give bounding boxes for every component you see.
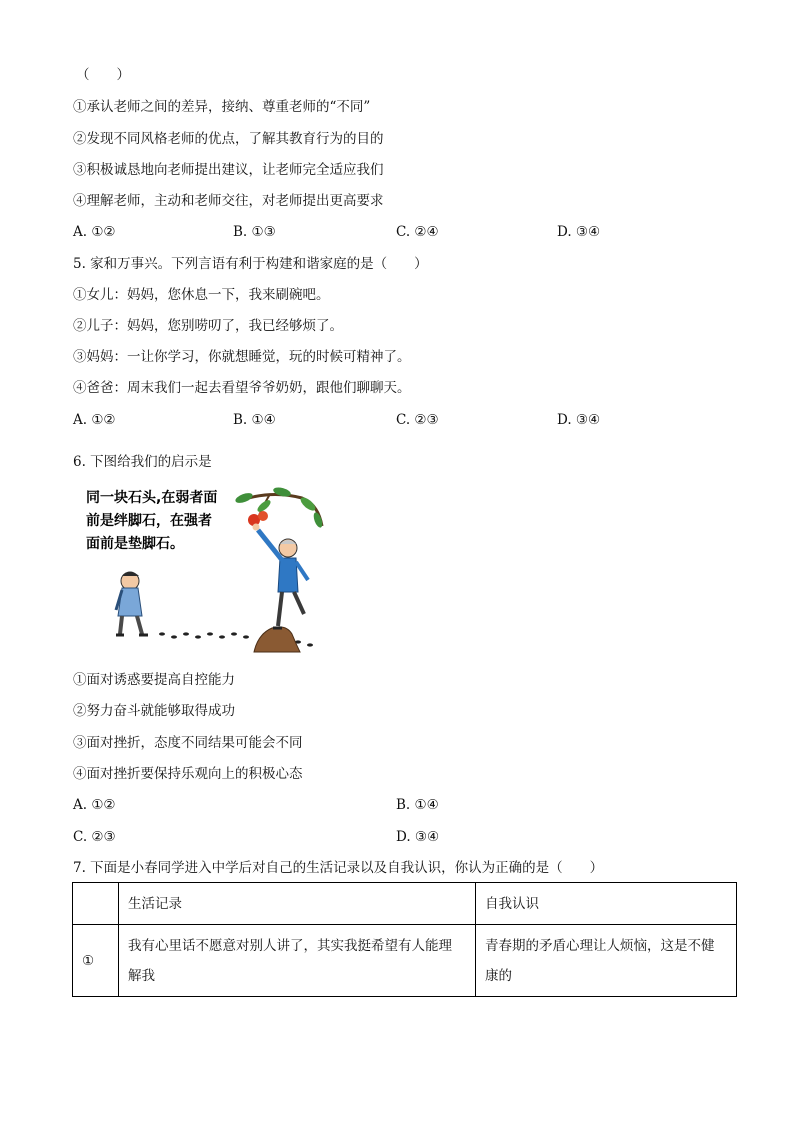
table-header-row: [73, 883, 737, 925]
q4-answer-blank: （ ）: [76, 67, 130, 83]
row-self-recognition-line-2: 康的: [485, 967, 512, 984]
table-row: [73, 925, 737, 997]
row-life-record-line-2: 解我: [128, 967, 155, 984]
q5-option-d[interactable]: D. ③④: [557, 412, 601, 428]
q6-option-c[interactable]: C. ②③: [73, 829, 116, 845]
q6-item-4: ④面对挫折要保持乐观向上的积极心态: [73, 766, 303, 782]
q6-item-3: ③面对挫折，态度不同结果可能会不同: [73, 735, 303, 751]
row-num: ①: [73, 925, 119, 997]
q4-item-2: ②发现不同风格老师的优点，了解其教育行为的目的: [73, 131, 384, 147]
header-num: [73, 883, 119, 925]
row-self-recognition-line-1: 青春期的矛盾心理让人烦恼，这是不健: [485, 937, 715, 954]
q5-item-3: ③妈妈：一让你学习，你就想睡觉，玩的时候可精神了。: [73, 349, 411, 365]
q5-item-1: ①女儿：妈妈，您休息一下，我来刷碗吧。: [73, 287, 330, 303]
weak-person-figure: [116, 572, 148, 635]
row-self-recognition: [476, 925, 737, 997]
row-life-record: [119, 925, 476, 997]
q5-item-2: ②儿子：妈妈，您别唠叨了，我已经够烦了。: [73, 318, 343, 334]
q6-option-a[interactable]: A. ①②: [73, 797, 116, 813]
q4-item-4: ④理解老师，主动和老师交往，对老师提出更高要求: [73, 193, 384, 209]
header-life-record: 生活记录: [119, 883, 476, 925]
q4-option-a[interactable]: A. ①②: [73, 224, 116, 240]
q7-stem: 7. 下面是小春同学进入中学后对自己的生活记录以及自我认识，你认为正确的是（ ）: [73, 860, 604, 876]
q6-option-b[interactable]: B. ①④: [396, 797, 439, 813]
q4-item-3: ③积极诚恳地向老师提出建议，让老师完全适应我们: [73, 162, 384, 178]
q6-cartoon: [82, 484, 324, 660]
header-self-recognition: 自我认识: [476, 883, 737, 925]
q6-item-1: ①面对诱惑要提高自控能力: [73, 672, 235, 688]
cartoon-caption-line-1: 同一块石头,在弱者面: [86, 490, 218, 506]
q5-option-c[interactable]: C. ②③: [396, 412, 439, 428]
q6-options-row-2: [0, 827, 794, 847]
q4-options: [0, 222, 794, 242]
q5-options: [0, 410, 794, 430]
row-life-record-line-1: 我有心里话不愿意对别人讲了，其实我挺希望有人能理: [128, 937, 452, 954]
stone-icon: [254, 627, 300, 652]
cartoon-caption-line-2: 前是绊脚石，在强者: [86, 513, 212, 529]
q6-option-d[interactable]: D. ③④: [396, 829, 440, 845]
q4-item-1: ①承认老师之间的差异，接纳、尊重老师的“不同”: [73, 99, 371, 115]
q4-option-d[interactable]: D. ③④: [557, 224, 601, 240]
q6-options-row-1: [0, 795, 794, 815]
strong-person-figure: [253, 524, 309, 629]
q5-stem: 5. 家和万事兴。下列言语有利于构建和谐家庭的是（ ）: [73, 256, 428, 272]
apple-branch-icon: [234, 486, 324, 529]
q6-stem: 6. 下图给我们的启示是: [73, 454, 212, 470]
q5-option-b[interactable]: B. ①④: [233, 412, 276, 428]
cartoon-caption-line-3: 面前是垫脚石。: [86, 536, 184, 552]
q7-table: [72, 882, 737, 997]
q5-option-a[interactable]: A. ①②: [73, 412, 116, 428]
q4-option-b[interactable]: B. ①③: [233, 224, 276, 240]
q4-option-c[interactable]: C. ②④: [396, 224, 439, 240]
q5-item-4: ④爸爸：周末我们一起去看望爷爷奶奶，跟他们聊聊天。: [73, 380, 411, 396]
q6-item-2: ②努力奋斗就能够取得成功: [73, 703, 235, 719]
